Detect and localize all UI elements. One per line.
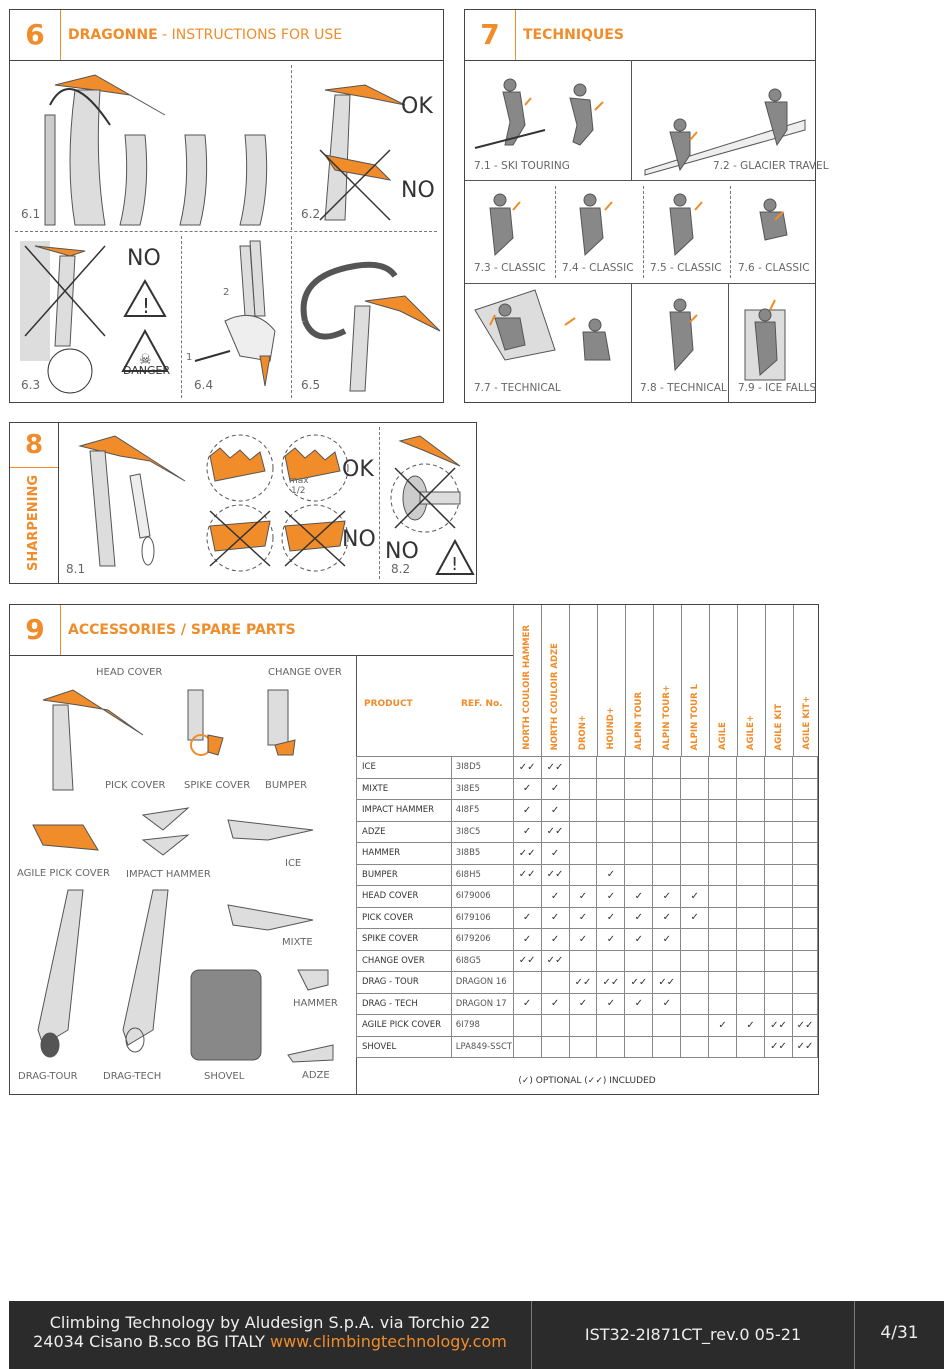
part-drag-tech: DRAG-TECH: [103, 1071, 162, 1082]
part-shovel: SHOVEL: [204, 1071, 245, 1082]
check-cell: [737, 821, 765, 843]
technique-7-9: 7.9 - ICE FALLS: [738, 382, 817, 394]
check-cell: ✓: [569, 993, 597, 1015]
check-cell: ✓✓: [513, 950, 541, 972]
check-cell: [792, 757, 817, 779]
check-cell: [792, 907, 817, 929]
technique-figures: [465, 60, 815, 400]
check-cell: [681, 843, 709, 865]
leash-illustration: [295, 236, 440, 396]
check-cell: [737, 972, 765, 994]
check-cell: [625, 821, 653, 843]
check-cell: [653, 1015, 681, 1037]
check-cell: [764, 993, 792, 1015]
table-row: [357, 1015, 818, 1037]
divider: [181, 236, 182, 398]
part-ice: ICE: [285, 858, 302, 869]
divider: [291, 236, 292, 398]
check-cell: [541, 1015, 569, 1037]
column-header: [653, 605, 681, 756]
check-cell: [764, 757, 792, 779]
check-cell: [541, 972, 569, 994]
technique-7-1: 7.1 - SKI TOURING: [474, 160, 570, 172]
check-cell: [737, 993, 765, 1015]
ref-cell: DRAGON 17: [451, 993, 513, 1015]
check-cell: [737, 886, 765, 908]
check-cell: ✓: [513, 993, 541, 1015]
check-cell: [569, 778, 597, 800]
ref-cell: 6I798: [451, 1015, 513, 1037]
column-header: [765, 605, 793, 756]
half-label: 1/2: [291, 486, 306, 496]
ref-cell: 6I79206: [451, 929, 513, 951]
table-row: [357, 821, 818, 843]
check-cell: [597, 1036, 625, 1058]
table-row: [357, 972, 818, 994]
part-head-cover: HEAD COVER: [96, 667, 163, 678]
sharpening-illustration: [60, 426, 380, 581]
sharpening-ok-label: OK: [342, 457, 374, 482]
column-header: [569, 605, 597, 756]
check-cell: [569, 864, 597, 886]
check-cell: [653, 864, 681, 886]
check-cell: [681, 757, 709, 779]
check-cell: [709, 929, 737, 951]
technique-7-6: 7.6 - CLASSIC: [738, 262, 810, 274]
product-cell: SPIKE COVER: [357, 929, 452, 951]
check-cell: [513, 886, 541, 908]
table-row: [357, 950, 818, 972]
check-cell: [597, 950, 625, 972]
check-cell: [792, 843, 817, 865]
section-6-dragonne: [9, 9, 444, 403]
check-cell: [792, 778, 817, 800]
check-cell: [597, 757, 625, 779]
column-header-label: AGILE: [718, 722, 728, 750]
check-cell: [709, 778, 737, 800]
check-cell: [737, 864, 765, 886]
accessories-table: [356, 756, 818, 1058]
table-legend: (✓) OPTIONAL (✓✓) INCLUDED: [518, 1076, 656, 1086]
column-header: [737, 605, 765, 756]
ref-header: REF. No.: [461, 699, 503, 709]
ref-cell: 6I8G5: [451, 950, 513, 972]
technique-7-5: 7.5 - CLASSIC: [650, 262, 722, 274]
check-cell: [737, 1036, 765, 1058]
product-cell: ADZE: [357, 821, 452, 843]
check-cell: [625, 800, 653, 822]
label-6-2: 6.2: [301, 207, 321, 221]
ref-cell: LPA849-SSCT: [451, 1036, 513, 1058]
check-cell: [625, 778, 653, 800]
label-8-1: 8.1: [66, 562, 86, 576]
check-cell: [625, 1015, 653, 1037]
technique-7-2: 7.2 - GLACIER TRAVEL: [713, 160, 829, 172]
part-agile-pick-cover: AGILE PICK COVER: [17, 868, 110, 879]
check-cell: ✓: [513, 800, 541, 822]
check-cell: ✓✓: [625, 972, 653, 994]
label-6-5: 6.5: [301, 378, 321, 392]
check-cell: ✓: [597, 864, 625, 886]
table-row: [357, 864, 818, 886]
check-cell: [764, 972, 792, 994]
check-cell: ✓: [541, 843, 569, 865]
check-cell: [597, 843, 625, 865]
website-link[interactable]: www.climbingtechnology.com: [269, 1332, 507, 1351]
check-cell: [653, 778, 681, 800]
check-cell: [513, 972, 541, 994]
ref-cell: 6I79006: [451, 886, 513, 908]
column-header-label: ALPIN TOUR L: [690, 683, 700, 750]
check-cell: ✓: [625, 929, 653, 951]
section-9-accessories: [9, 604, 819, 1095]
check-cell: [653, 950, 681, 972]
product-cell: BUMPER: [357, 864, 452, 886]
product-cell: MIXTE: [357, 778, 452, 800]
check-cell: [792, 929, 817, 951]
column-header: [709, 605, 737, 756]
section-7-number: 7: [465, 10, 516, 60]
table-header-left: [356, 655, 513, 757]
section-8-side-header: [10, 423, 59, 583]
sharpening-no-label: NO: [342, 527, 376, 552]
check-cell: [653, 757, 681, 779]
check-cell: [709, 993, 737, 1015]
section-6-title: DRAGONNE - INSTRUCTIONS FOR USE: [68, 27, 343, 43]
check-cell: ✓✓: [513, 864, 541, 886]
part-bumper: BUMPER: [265, 780, 308, 791]
check-cell: [681, 778, 709, 800]
product-cell: PICK COVER: [357, 907, 452, 929]
part-drag-tour: DRAG-TOUR: [18, 1071, 78, 1082]
column-header-label: HOUND+: [606, 707, 616, 750]
check-cell: ✓: [653, 886, 681, 908]
no-label: NO: [401, 178, 435, 203]
check-cell: ✓: [597, 929, 625, 951]
section-7-techniques: [464, 9, 829, 403]
product-cell: ICE: [357, 757, 452, 779]
table-row: [357, 800, 818, 822]
table-row: [357, 907, 818, 929]
check-cell: [792, 886, 817, 908]
check-cell: [653, 821, 681, 843]
section-8-sharpening: [9, 422, 477, 584]
check-cell: [625, 864, 653, 886]
check-cell: [792, 972, 817, 994]
check-cell: ✓: [513, 907, 541, 929]
svg-text:!: !: [451, 554, 459, 575]
check-cell: [625, 757, 653, 779]
footer-line-2: 24034 Cisano B.sco BG ITALY www.climbingtechnology.com: [33, 1332, 507, 1351]
wrist-loop-illustration: [15, 65, 285, 235]
label-6-4: 6.4: [194, 378, 214, 392]
table-row: [357, 886, 818, 908]
check-cell: ✓: [653, 907, 681, 929]
part-pick-cover: PICK COVER: [105, 780, 166, 791]
check-cell: ✓: [513, 778, 541, 800]
table-row: [357, 929, 818, 951]
check-cell: ✓: [681, 886, 709, 908]
max-label: max: [289, 476, 309, 486]
check-cell: ✓: [541, 800, 569, 822]
ref-cell: DRAGON 16: [451, 972, 513, 994]
table-row: [357, 843, 818, 865]
part-spike-cover: SPIKE COVER: [184, 780, 251, 791]
check-cell: ✓✓: [513, 757, 541, 779]
ref-cell: 3I8B5: [451, 843, 513, 865]
check-cell: [709, 821, 737, 843]
check-cell: [681, 864, 709, 886]
danger-label: DANGER: [123, 364, 171, 377]
check-cell: [625, 843, 653, 865]
check-cell: ✓: [597, 907, 625, 929]
label-6-3: 6.3: [21, 378, 41, 392]
check-cell: [569, 950, 597, 972]
check-cell: ✓✓: [597, 972, 625, 994]
check-cell: [569, 757, 597, 779]
check-cell: [597, 821, 625, 843]
part-adze: ADZE: [302, 1070, 330, 1081]
check-cell: [709, 1036, 737, 1058]
check-cell: ✓✓: [764, 1015, 792, 1037]
check-cell: [681, 821, 709, 843]
hand-strap-illustration: [185, 236, 290, 396]
section-8-number: 8: [10, 423, 58, 468]
column-header-label: ALPIN TOUR: [634, 692, 644, 750]
check-cell: ✓: [513, 821, 541, 843]
part-impact-hammer: IMPACT HAMMER: [126, 869, 211, 880]
svg-text:!: !: [142, 294, 151, 318]
product-cell: CHANGE OVER: [357, 950, 452, 972]
page-footer: [9, 1301, 944, 1369]
check-cell: ✓✓: [792, 1015, 817, 1037]
check-cell: [513, 1036, 541, 1058]
check-cell: [792, 950, 817, 972]
section-9-title: ACCESSORIES / SPARE PARTS: [68, 622, 296, 638]
page-number: 4/31: [880, 1323, 919, 1343]
check-cell: [764, 929, 792, 951]
part-change-over: CHANGE OVER: [268, 667, 342, 678]
ref-cell: 6I8H5: [451, 864, 513, 886]
check-cell: [569, 1015, 597, 1037]
doc-code: IST32-2I871CT_rev.0 05-21: [532, 1301, 855, 1369]
check-cell: ✓: [541, 929, 569, 951]
product-cell: IMPACT HAMMER: [357, 800, 452, 822]
check-cell: [681, 1036, 709, 1058]
check-cell: [737, 778, 765, 800]
ref-cell: 4I8F5: [451, 800, 513, 822]
section-9-number: 9: [10, 605, 61, 655]
step-2-label: 2: [223, 287, 230, 298]
check-cell: ✓: [541, 907, 569, 929]
column-header-label: AGILE+: [746, 714, 756, 750]
check-cell: [792, 800, 817, 822]
check-cell: [653, 1036, 681, 1058]
check-cell: ✓: [541, 993, 569, 1015]
check-cell: [681, 993, 709, 1015]
check-cell: ✓: [625, 993, 653, 1015]
check-cell: ✓: [597, 886, 625, 908]
table-row: [357, 757, 818, 779]
check-cell: ✓✓: [541, 950, 569, 972]
table-row: [357, 1036, 818, 1058]
section-8-title: SHARPENING: [26, 475, 41, 571]
section-6-number: 6: [10, 10, 61, 60]
check-cell: [569, 843, 597, 865]
column-header: [597, 605, 625, 756]
column-header: [541, 605, 569, 756]
check-cell: [737, 950, 765, 972]
product-header: PRODUCT: [364, 699, 413, 709]
grinder-no-label: NO: [385, 539, 419, 564]
section-9-header: [10, 605, 513, 656]
product-cell: AGILE PICK COVER: [357, 1015, 452, 1037]
product-cell: SHOVEL: [357, 1036, 452, 1058]
check-cell: ✓: [681, 907, 709, 929]
check-cell: [597, 778, 625, 800]
table-row: [357, 778, 818, 800]
check-cell: [625, 950, 653, 972]
ref-cell: 3I8E5: [451, 778, 513, 800]
product-cell: HEAD COVER: [357, 886, 452, 908]
footer-address: [9, 1301, 532, 1369]
column-header: [513, 605, 541, 756]
ref-cell: 6I79106: [451, 907, 513, 929]
check-cell: ✓: [625, 907, 653, 929]
check-cell: ✓✓: [764, 1036, 792, 1058]
part-hammer: HAMMER: [293, 998, 338, 1009]
check-cell: [597, 800, 625, 822]
check-cell: [764, 950, 792, 972]
check-cell: [792, 993, 817, 1015]
technique-7-8: 7.8 - TECHNICAL: [640, 382, 727, 394]
check-cell: [764, 821, 792, 843]
check-cell: [792, 821, 817, 843]
check-cell: [709, 843, 737, 865]
check-cell: [653, 800, 681, 822]
check-cell: [709, 972, 737, 994]
technique-7-7: 7.7 - TECHNICAL: [474, 382, 561, 394]
check-cell: [764, 886, 792, 908]
check-cell: [764, 843, 792, 865]
check-cell: [569, 821, 597, 843]
column-header: [793, 605, 818, 756]
check-cell: [709, 757, 737, 779]
column-header-label: NORTH COULOIR ADZE: [550, 642, 560, 750]
check-cell: ✓: [513, 929, 541, 951]
check-cell: ✓: [653, 993, 681, 1015]
column-header-label: AGILE KIT: [774, 703, 784, 750]
check-cell: [569, 800, 597, 822]
check-cell: [681, 1015, 709, 1037]
check-cell: [764, 907, 792, 929]
check-cell: [737, 907, 765, 929]
check-cell: [737, 757, 765, 779]
column-header: [625, 605, 653, 756]
check-cell: ✓: [737, 1015, 765, 1037]
product-cell: HAMMER: [357, 843, 452, 865]
part-mixte: MIXTE: [282, 937, 313, 948]
check-cell: ✓✓: [541, 864, 569, 886]
column-header-label: AGILE KIT+: [802, 696, 812, 750]
check-cell: [709, 950, 737, 972]
svg-text:☠: ☠: [139, 352, 152, 368]
check-cell: [792, 864, 817, 886]
check-cell: [709, 800, 737, 822]
divider: [291, 65, 292, 230]
check-cell: ✓: [541, 886, 569, 908]
check-cell: [653, 843, 681, 865]
column-header: [681, 605, 709, 756]
check-cell: ✓: [569, 886, 597, 908]
technique-7-3: 7.3 - CLASSIC: [474, 262, 546, 274]
check-cell: [625, 1036, 653, 1058]
check-cell: [513, 1015, 541, 1037]
check-cell: ✓: [709, 1015, 737, 1037]
section-7-title: TECHNIQUES: [523, 27, 624, 43]
check-cell: ✓✓: [569, 972, 597, 994]
check-cell: [681, 800, 709, 822]
check-cell: ✓: [569, 929, 597, 951]
product-cell: DRAG - TOUR: [357, 972, 452, 994]
check-cell: [709, 886, 737, 908]
ref-cell: 3I8D5: [451, 757, 513, 779]
footer-line-1: Climbing Technology by Aludesign S.p.A. via Torchio 22: [49, 1313, 491, 1332]
technique-7-4: 7.4 - CLASSIC: [562, 262, 634, 274]
check-cell: [764, 778, 792, 800]
check-cell: [764, 800, 792, 822]
check-cell: ✓✓: [541, 757, 569, 779]
check-cell: ✓: [569, 907, 597, 929]
check-cell: ✓✓: [792, 1036, 817, 1058]
check-cell: ✓✓: [541, 821, 569, 843]
check-cell: [569, 1036, 597, 1058]
product-cell: DRAG - TECH: [357, 993, 452, 1015]
check-cell: ✓✓: [513, 843, 541, 865]
label-8-2: 8.2: [391, 562, 411, 576]
ok-label: OK: [401, 94, 433, 119]
section-7-header: [465, 10, 815, 61]
check-cell: ✓: [597, 993, 625, 1015]
check-cell: [681, 929, 709, 951]
column-header-label: NORTH COULOIR HAMMER: [522, 625, 532, 750]
label-6-1: 6.1: [21, 207, 41, 221]
check-cell: [737, 929, 765, 951]
check-cell: ✓: [625, 886, 653, 908]
check-cell: [541, 1036, 569, 1058]
check-cell: [681, 972, 709, 994]
check-cell: ✓✓: [653, 972, 681, 994]
check-cell: [764, 864, 792, 886]
check-cell: [737, 800, 765, 822]
ref-cell: 3I8C5: [451, 821, 513, 843]
check-cell: [709, 864, 737, 886]
check-cell: ✓: [653, 929, 681, 951]
check-cell: [709, 907, 737, 929]
column-header-label: ALPIN TOUR+: [662, 684, 672, 750]
check-cell: [737, 843, 765, 865]
table-row: [357, 993, 818, 1015]
check-cell: ✓: [541, 778, 569, 800]
check-cell: [597, 1015, 625, 1037]
section-6-header: [10, 10, 443, 61]
column-header-label: DRON+: [578, 714, 588, 750]
check-cell: [681, 950, 709, 972]
step-1-label: 1: [186, 352, 193, 363]
no-label-2: NO: [127, 246, 161, 271]
